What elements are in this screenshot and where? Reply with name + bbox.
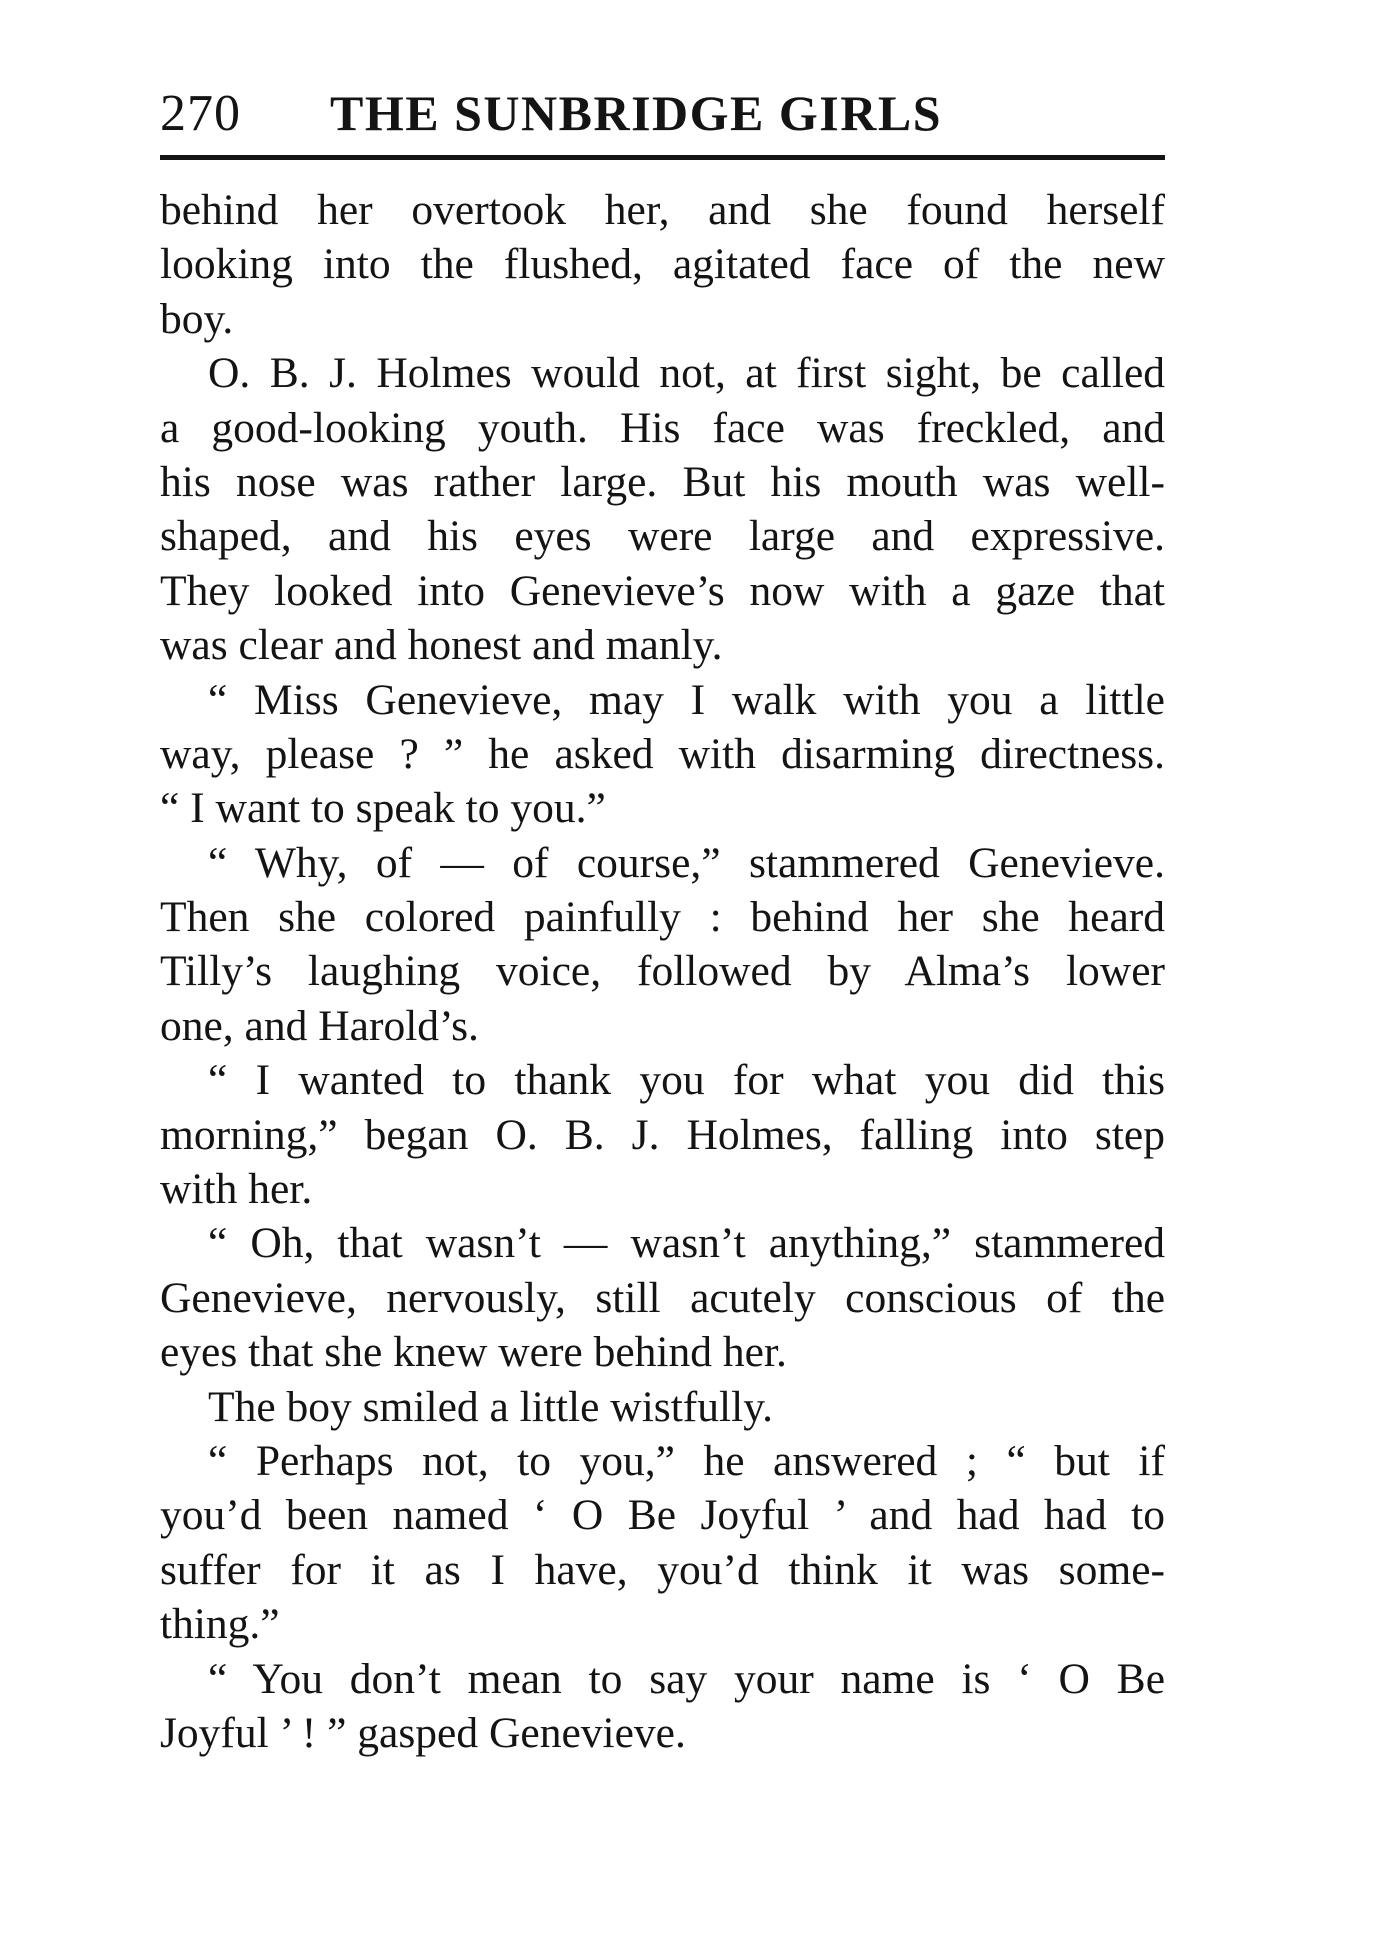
text-line: with her. xyxy=(160,1165,313,1214)
text-line: shaped, and his eyes were large and expressive. xyxy=(160,512,1165,561)
text-line: suffer for it as I have, you’d think it was some- xyxy=(160,1545,1165,1594)
text-line: “ Miss Genevieve, may I walk with you a little xyxy=(208,675,1165,724)
text-line: looking into the flushed, agitated face of the new xyxy=(160,240,1165,289)
text-line: O. B. J. Holmes would not, at first sight, be called xyxy=(208,349,1165,398)
text-line: one, and Harold’s. xyxy=(160,1001,479,1050)
text-line: eyes that she knew were behind her. xyxy=(160,1328,787,1377)
text-line: his nose was rather large. But his mouth was well- xyxy=(160,457,1165,506)
text-line: “ Why, of — of course,” stammered Genevieve. xyxy=(208,838,1165,887)
text-line: morning,” began O. B. J. Holmes, falling into step xyxy=(160,1110,1165,1159)
text-line: They looked into Genevieve’s now with a gaze that xyxy=(160,566,1165,615)
text-line: “ I wanted to thank you for what you did this xyxy=(208,1056,1165,1105)
text-line: boy. xyxy=(160,294,234,343)
text-line: behind her overtook her, and she found herself xyxy=(160,186,1165,234)
text-line: “ You don’t mean to say your name is ‘ O Be xyxy=(208,1654,1165,1703)
text-line: Genevieve, nervously, still acutely conscious of the xyxy=(160,1273,1165,1322)
text-line: a good-looking youth. His face was freckled, and xyxy=(160,403,1165,452)
text-line: thing.” xyxy=(160,1600,280,1649)
text-line: Tilly’s laughing voice, followed by Alma’s lower xyxy=(160,947,1165,996)
text-line: was clear and honest and manly. xyxy=(160,621,723,670)
text-line: The boy smiled a little wistfully. xyxy=(208,1382,774,1431)
body-text xyxy=(160,183,1165,1760)
header-rule xyxy=(160,155,1165,160)
text-line: “ I want to speak to you.” xyxy=(160,784,606,833)
text-line: way, please ? ” he asked with disarming directness. xyxy=(160,729,1165,778)
page-number: 270 xyxy=(160,85,241,142)
text-line: Then she colored painfully : behind her she heard xyxy=(160,893,1165,942)
running-title: THE SUNBRIDGE GIRLS xyxy=(330,85,942,141)
text-line: Joyful ’ ! ” gasped Genevieve. xyxy=(160,1708,686,1757)
text-line: you’d been named ‘ O Be Joyful ’ and had had to xyxy=(160,1491,1165,1540)
page-header xyxy=(160,84,1165,142)
text-line: “ Perhaps not, to you,” he answered ; “ but if xyxy=(208,1436,1165,1485)
text-line: “ Oh, that wasn’t — wasn’t anything,” stammered xyxy=(208,1219,1165,1268)
